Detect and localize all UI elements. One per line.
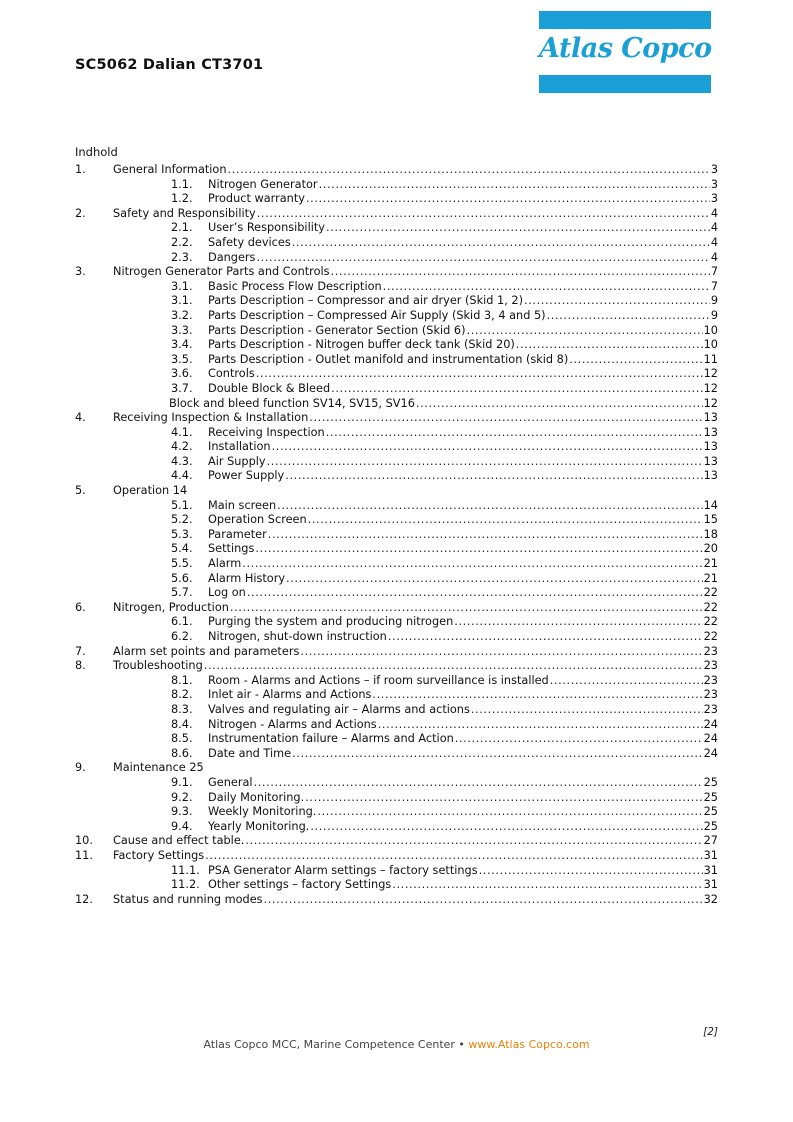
toc-entry-number: 6. — [75, 600, 86, 614]
toc-entry-page: 13 — [703, 454, 718, 468]
toc-entry-label: Room - Alarms and Actions – if room surveillance is installed — [208, 673, 549, 687]
toc-entry-number: 3.1. — [171, 294, 193, 308]
toc-entry[interactable] — [75, 338, 718, 353]
toc-entry-page: 7 — [710, 265, 718, 279]
toc-entry[interactable] — [75, 455, 718, 470]
toc-entry[interactable] — [75, 207, 718, 222]
toc-entry-label: Nitrogen, shut-down instruction — [208, 630, 387, 643]
toc-entry-label: Double Block & Bleed — [208, 381, 331, 395]
toc-entry[interactable] — [75, 192, 718, 207]
toc-entry[interactable] — [75, 397, 718, 412]
toc-entry-page: 20 — [703, 542, 718, 556]
toc-dot-leader — [257, 207, 710, 222]
toc-entry-page: 21 — [703, 557, 718, 571]
toc-entry-number: 5.2. — [171, 513, 193, 527]
toc-entry-label: General Information — [113, 163, 227, 176]
toc-entry-number: 4. — [75, 411, 86, 425]
toc-entry-page: 4 — [710, 250, 718, 264]
toc-entry-label: Inlet air - Alarms and Actions — [208, 688, 372, 702]
toc-entry-page: 24 — [703, 732, 718, 746]
toc-entry[interactable] — [75, 805, 718, 820]
toc-dot-leader — [256, 367, 703, 382]
toc-entry-page: 22 — [703, 630, 718, 643]
toc-entry[interactable] — [75, 747, 718, 762]
toc-entry-number: 1. — [75, 163, 86, 176]
toc-entry-number: 4.1. — [171, 425, 193, 439]
toc-entry-page: 11 — [703, 352, 718, 366]
toc-entry[interactable] — [75, 820, 718, 835]
toc-entry-label: Other settings – factory Settings — [208, 878, 392, 892]
toc-dot-leader — [471, 703, 703, 718]
toc-entry-page: 12 — [703, 381, 718, 395]
toc-entry[interactable] — [75, 586, 718, 601]
toc-entry-label: Parts Description - Generator Section (Skid 6) — [208, 323, 466, 337]
toc-entry-label: Daily Monitoring. — [208, 790, 305, 804]
toc-entry-number: 11.2. — [171, 878, 200, 892]
toc-dot-leader — [524, 294, 710, 309]
toc-entry[interactable] — [75, 630, 718, 645]
toc-dot-leader — [467, 324, 703, 339]
toc-dot-leader — [326, 426, 703, 441]
toc-entry-number: 5.3. — [171, 527, 193, 541]
toc-dot-leader — [256, 251, 709, 266]
toc-entry[interactable] — [75, 645, 718, 660]
toc-dot-leader — [319, 178, 710, 193]
toc-entry-label: Operation Screen — [208, 513, 307, 527]
toc-entry[interactable] — [75, 382, 718, 397]
toc-entry[interactable] — [75, 791, 718, 806]
toc-entry-number: 11. — [75, 848, 93, 862]
toc-entry-number: 11.1. — [171, 863, 200, 877]
toc-entry-page: 3 — [710, 177, 718, 191]
toc-entry-number: 8.4. — [171, 717, 193, 731]
toc-dot-leader — [242, 557, 702, 572]
toc-entry-label: Maintenance 25 — [113, 761, 204, 775]
toc-entry[interactable] — [75, 426, 718, 441]
toc-entry-label: Log on — [208, 586, 246, 600]
toc-entry-label: Parts Description – Compressed Air Supply (Skid 3, 4 and 5) — [208, 308, 546, 322]
toc-dot-leader — [272, 440, 703, 455]
toc-entry-page: 4 — [710, 235, 718, 249]
toc-dot-leader — [326, 221, 710, 236]
toc-entry-label: Date and Time — [208, 746, 292, 760]
toc-entry[interactable] — [75, 688, 718, 703]
toc-entry-label: Settings — [208, 542, 255, 556]
toc-dot-leader — [292, 747, 703, 762]
toc-entry-number: 6.1. — [171, 615, 193, 629]
toc-dot-leader — [254, 776, 703, 791]
toc-entry[interactable] — [75, 528, 718, 543]
toc-dot-leader — [228, 163, 710, 178]
toc-entry-page: 23 — [703, 644, 718, 658]
toc-dot-leader — [547, 309, 710, 324]
toc-entry-number: 1.2. — [171, 192, 193, 206]
toc-dot-leader — [331, 265, 710, 280]
toc-entry-page: 3 — [710, 163, 718, 176]
toc-entry-label: Receiving Inspection & Installation — [113, 411, 309, 425]
toc-entry[interactable] — [75, 280, 718, 295]
atlas-copco-logo — [539, 11, 711, 95]
toc-entry-page: 27 — [703, 834, 718, 848]
toc-entry-number: 6.2. — [171, 630, 193, 643]
toc-entry-number: 1.1. — [171, 177, 193, 191]
toc-entry-page: 23 — [703, 688, 718, 702]
toc-entry-number: 9.1. — [171, 775, 193, 789]
footer-website-link[interactable]: www.Atlas Copco.com — [468, 1038, 590, 1051]
toc-dot-leader — [267, 455, 703, 470]
toc-dot-leader — [205, 849, 702, 864]
toc-entry-number: 9.3. — [171, 805, 193, 819]
toc-entry[interactable] — [75, 776, 718, 791]
toc-entry[interactable] — [75, 221, 718, 236]
toc-dot-leader — [286, 572, 703, 587]
toc-entry-label: Alarm set points and parameters — [113, 644, 300, 658]
toc-dot-leader — [292, 236, 710, 251]
toc-entry-page: 15 — [703, 513, 718, 527]
toc-dot-leader — [372, 688, 702, 703]
toc-entry-page: 23 — [703, 659, 718, 673]
toc-entry[interactable] — [75, 864, 718, 879]
toc-entry-label: Instrumentation failure – Alarms and Action — [208, 732, 454, 746]
logo-bottom-bar — [539, 75, 711, 93]
toc-entry-page: 24 — [703, 717, 718, 731]
toc-entry-label: Alarm — [208, 557, 242, 571]
toc-entry[interactable] — [75, 674, 718, 689]
toc-entry-number: 7. — [75, 644, 86, 658]
toc-entry-page: 22 — [703, 586, 718, 600]
toc-entry[interactable] — [75, 703, 718, 718]
toc-entry-number: 5.1. — [171, 498, 193, 512]
toc-entry[interactable] — [75, 513, 718, 528]
toc-entry-label: Dangers — [208, 250, 256, 264]
toc-entry[interactable] — [75, 542, 718, 557]
toc-entry-number: 2.1. — [171, 221, 193, 235]
toc-entry-page: 25 — [703, 805, 718, 819]
toc-dot-leader — [268, 528, 703, 543]
toc-entry-label: PSA Generator Alarm settings – factory settings — [208, 863, 478, 877]
toc-entry-page: 13 — [703, 425, 718, 439]
toc-entry-label: Nitrogen, Production — [113, 600, 229, 614]
toc-entry-label: Safety devices — [208, 235, 291, 249]
toc-entry[interactable] — [75, 615, 718, 630]
toc-entry[interactable] — [75, 484, 718, 499]
toc-entry-page: 31 — [703, 863, 718, 877]
toc-entry-number: 3.2. — [171, 308, 193, 322]
toc-entry[interactable] — [75, 732, 718, 747]
toc-entry-number: 8.2. — [171, 688, 193, 702]
toc-entry-number: 5. — [75, 484, 86, 498]
toc-entry[interactable] — [75, 601, 718, 616]
toc-dot-leader — [277, 499, 703, 514]
toc-dot-leader — [454, 615, 702, 630]
toc-entry-number: 8.6. — [171, 746, 193, 760]
toc-entry-number: 3.5. — [171, 352, 193, 366]
toc-entry-label: Parts Description – Compressor and air dryer (Skid 1, 2) — [208, 294, 523, 308]
toc-entry[interactable] — [75, 893, 718, 908]
toc-entry-page: 32 — [703, 892, 718, 906]
toc-entry-label: Purging the system and producing nitrogen — [208, 615, 454, 629]
toc-entry-page: 23 — [703, 702, 718, 716]
toc-entry-page: 12 — [703, 396, 718, 410]
toc-entry-number: 3.4. — [171, 338, 193, 352]
toc-entry[interactable] — [75, 572, 718, 587]
toc-dot-leader — [310, 820, 702, 835]
toc-entry-label: Air Supply — [208, 454, 266, 468]
toc-dot-leader — [309, 411, 702, 426]
toc-entry-label: Parts Description - Nitrogen buffer deck tank (Skid 20) — [208, 338, 515, 352]
toc-entry-page: 25 — [703, 819, 718, 833]
toc-entry-page: 24 — [703, 746, 718, 760]
toc-entry-label: Receiving Inspection — [208, 425, 325, 439]
toc-dot-leader — [305, 791, 702, 806]
toc-entry-number: 3.6. — [171, 367, 193, 381]
toc-entry-page: 22 — [703, 615, 718, 629]
toc-entry-number: 8.5. — [171, 732, 193, 746]
toc-entry-label: Nitrogen - Alarms and Actions — [208, 717, 377, 731]
toc-entry-page: 25 — [703, 790, 718, 804]
table-of-contents — [75, 163, 718, 907]
toc-dot-leader — [388, 630, 703, 645]
toc-entry-label: Alarm History — [208, 571, 286, 585]
page-number: [2] — [703, 1026, 718, 1038]
toc-entry-label: Parts Description - Outlet manifold and instrumentation (skid 8) — [208, 352, 569, 366]
toc-entry-label: Nitrogen Generator Parts and Controls — [113, 265, 330, 279]
toc-dot-leader — [516, 338, 703, 353]
toc-dot-leader — [569, 353, 702, 368]
toc-entry-label: Parameter — [208, 527, 267, 541]
toc-dot-leader — [285, 469, 702, 484]
toc-entry-label: Troubleshooting — [113, 659, 203, 673]
toc-entry-page: 13 — [703, 440, 718, 454]
footer-company: Atlas Copco MCC, Marine Competence Center • — [203, 1038, 465, 1051]
toc-entry-label: Basic Process Flow Description — [208, 279, 382, 293]
toc-entry-page: 18 — [703, 527, 718, 541]
toc-entry-number: 3.7. — [171, 381, 193, 395]
toc-entry-page: 21 — [703, 571, 718, 585]
toc-entry-number: 5.4. — [171, 542, 193, 556]
toc-entry-number: 3.3. — [171, 323, 193, 337]
toc-dot-leader — [306, 192, 710, 207]
toc-entry-page: 9 — [710, 294, 718, 308]
toc-entry[interactable] — [75, 440, 718, 455]
toc-entry[interactable] — [75, 236, 718, 251]
logo-wordmark: Atlas Copco — [539, 33, 712, 64]
toc-dot-leader — [264, 893, 703, 908]
toc-entry-number: 9. — [75, 761, 86, 775]
toc-entry-label: Nitrogen Generator — [208, 177, 318, 191]
toc-dot-leader — [204, 659, 703, 674]
toc-entry-number: 2.2. — [171, 235, 193, 249]
toc-heading: Indhold — [75, 145, 118, 159]
toc-dot-leader — [308, 513, 703, 528]
toc-entry-label: Product warranty — [208, 192, 305, 206]
toc-entry-page: 13 — [703, 411, 718, 425]
toc-entry-page: 31 — [703, 848, 718, 862]
toc-entry-page: 10 — [703, 323, 718, 337]
toc-entry-label: Operation 14 — [113, 484, 188, 498]
toc-entry-label: User’s Responsibility — [208, 221, 325, 235]
toc-entry-label: Controls — [208, 367, 255, 381]
logo-top-bar — [539, 11, 711, 29]
toc-entry-number: 4.3. — [171, 454, 193, 468]
toc-entry-page: 7 — [710, 279, 718, 293]
toc-entry[interactable] — [75, 761, 718, 776]
toc-entry-page: 14 — [703, 498, 718, 512]
toc-entry[interactable] — [75, 265, 718, 280]
toc-entry-page: 9 — [710, 308, 718, 322]
toc-dot-leader — [392, 878, 702, 893]
toc-entry[interactable] — [75, 324, 718, 339]
toc-entry-page: 31 — [703, 878, 718, 892]
toc-entry[interactable] — [75, 294, 718, 309]
toc-entry[interactable] — [75, 367, 718, 382]
footer — [0, 1038, 793, 1051]
toc-entry-number: 3. — [75, 265, 86, 279]
toc-entry-label: Valves and regulating air – Alarms and actions — [208, 702, 470, 716]
toc-entry[interactable] — [75, 834, 718, 849]
toc-entry-label: Block and bleed function SV14, SV15, SV16 — [169, 396, 415, 410]
toc-entry-number: 4.4. — [171, 469, 193, 483]
toc-entry-number: 8.3. — [171, 702, 193, 716]
toc-entry-number: 2. — [75, 206, 86, 220]
toc-dot-leader — [378, 718, 703, 733]
toc-entry-number: 12. — [75, 892, 93, 906]
toc-entry[interactable] — [75, 251, 718, 266]
toc-dot-leader — [331, 382, 702, 397]
toc-entry[interactable] — [75, 849, 718, 864]
toc-entry-number: 5.6. — [171, 571, 193, 585]
toc-entry[interactable] — [75, 878, 718, 893]
toc-entry-label: Weekly Monitoring. — [208, 805, 317, 819]
toc-dot-leader — [455, 732, 703, 747]
toc-entry-number: 3.1. — [171, 279, 193, 293]
toc-dot-leader — [300, 645, 702, 660]
toc-entry-label: Status and running modes — [113, 892, 263, 906]
toc-entry-number: 8.1. — [171, 673, 193, 687]
toc-entry-number: 2.3. — [171, 250, 193, 264]
toc-entry-page: 22 — [703, 600, 718, 614]
toc-entry-number: 9.4. — [171, 819, 193, 833]
toc-entry-page: 25 — [703, 775, 718, 789]
toc-dot-leader — [550, 674, 703, 689]
toc-entry[interactable] — [75, 718, 718, 733]
toc-dot-leader — [479, 864, 703, 879]
toc-entry-label: Power Supply — [208, 469, 285, 483]
toc-entry[interactable] — [75, 163, 718, 178]
toc-entry-page: 13 — [703, 469, 718, 483]
toc-entry-label: General — [208, 775, 253, 789]
toc-entry-number: 8. — [75, 659, 86, 673]
toc-entry-number: 5.7. — [171, 586, 193, 600]
toc-entry-label: Yearly Monitoring. — [208, 819, 310, 833]
toc-entry[interactable] — [75, 499, 718, 514]
toc-entry-label: Installation — [208, 440, 271, 454]
toc-entry[interactable] — [75, 353, 718, 368]
toc-dot-leader — [317, 805, 702, 820]
toc-dot-leader — [383, 280, 710, 295]
toc-entry-label: Cause and effect table. — [113, 834, 245, 848]
toc-entry[interactable] — [75, 309, 718, 324]
toc-entry[interactable] — [75, 557, 718, 572]
toc-entry-number: 9.2. — [171, 790, 193, 804]
toc-entry[interactable] — [75, 659, 718, 674]
toc-entry-label: Safety and Responsibility — [113, 206, 256, 220]
toc-entry-page: 23 — [703, 673, 718, 687]
toc-entry-page: 12 — [703, 367, 718, 381]
toc-entry-label: Factory Settings — [113, 848, 205, 862]
toc-entry-page: 10 — [703, 338, 718, 352]
toc-entry[interactable] — [75, 178, 718, 193]
toc-dot-leader — [245, 834, 702, 849]
toc-dot-leader — [230, 601, 703, 616]
document-title: SC5062 Dalian CT3701 — [75, 57, 264, 73]
toc-entry-page: 4 — [710, 221, 718, 235]
toc-entry-number: 10. — [75, 834, 93, 848]
toc-entry-number: 4.2. — [171, 440, 193, 454]
toc-dot-leader — [255, 542, 702, 557]
toc-entry[interactable] — [75, 469, 718, 484]
toc-dot-leader — [416, 397, 703, 412]
toc-entry-page: 3 — [710, 192, 718, 206]
toc-entry-page: 4 — [710, 206, 718, 220]
toc-dot-leader — [247, 586, 703, 601]
toc-entry-label: Main screen — [208, 498, 277, 512]
toc-entry-number: 5.5. — [171, 557, 193, 571]
toc-entry[interactable] — [75, 411, 718, 426]
